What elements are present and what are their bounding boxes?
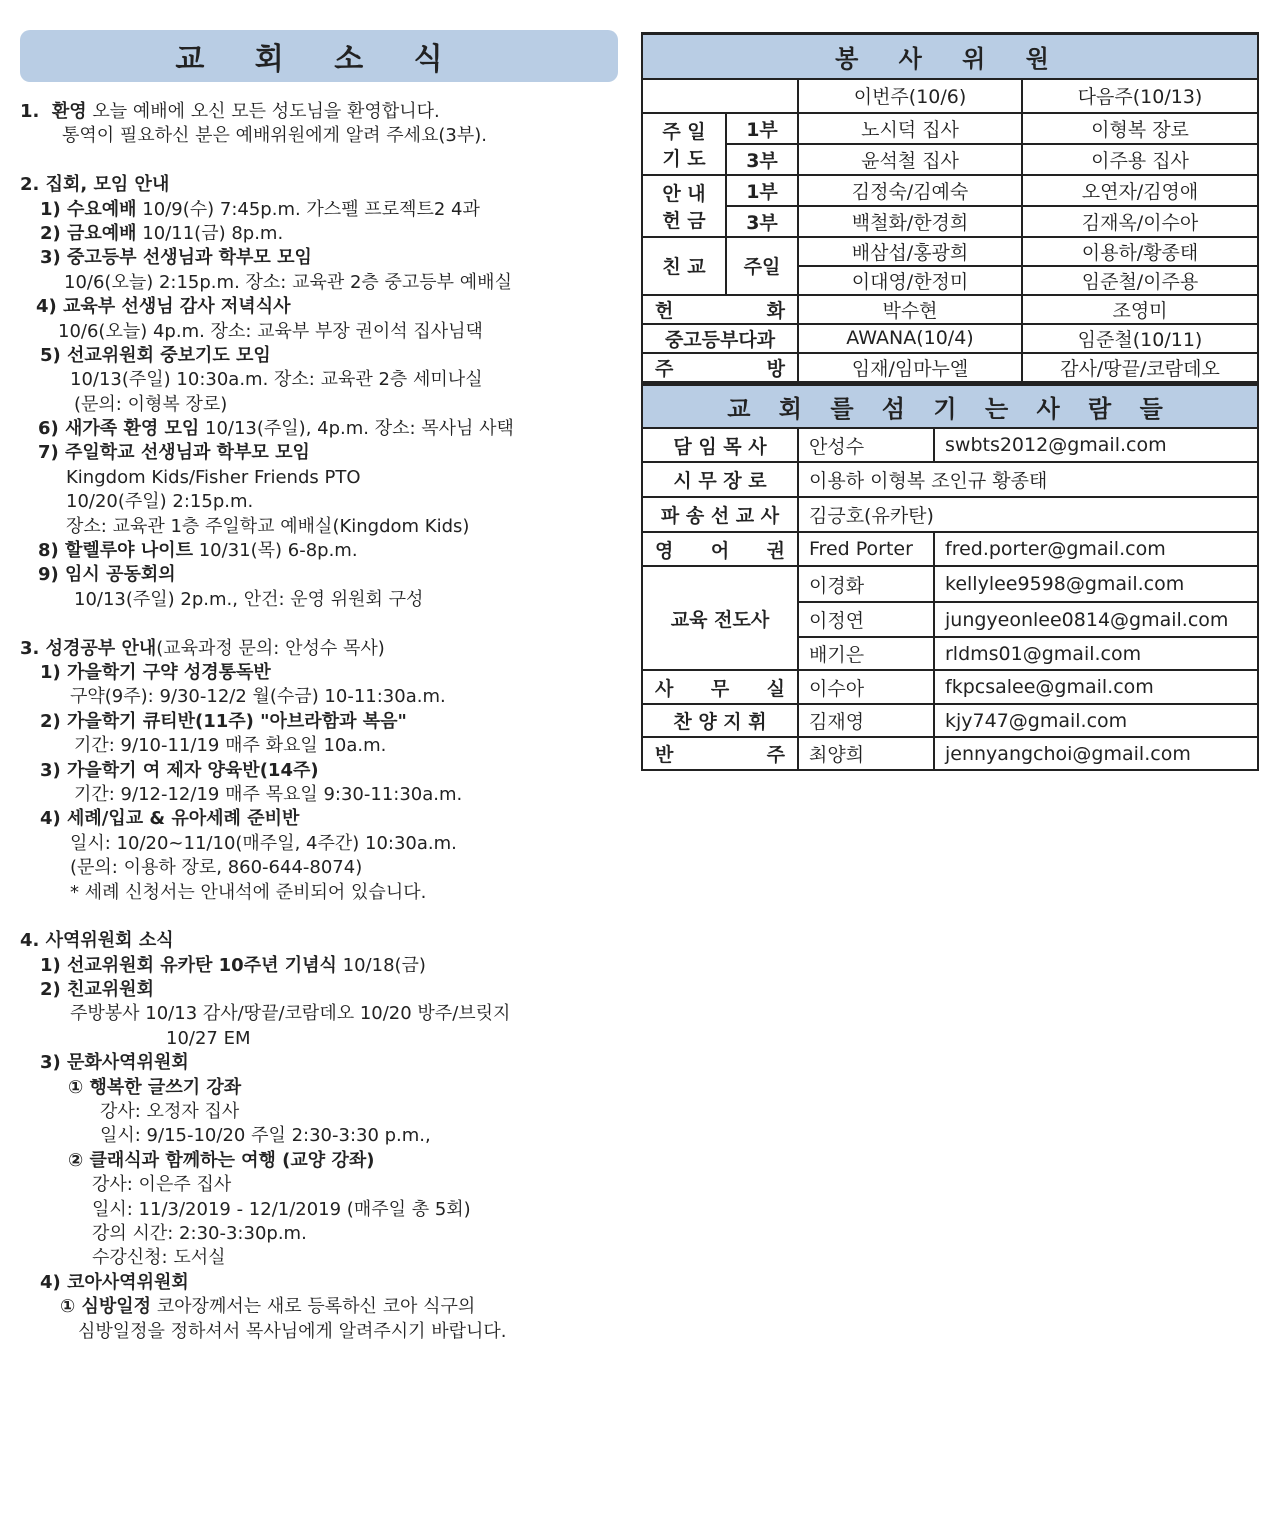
pastor-email[interactable]: swbts2012@gmail.com xyxy=(934,428,1258,462)
news-line-heading: 2) 가을학기 큐티반(11주) "아브라함과 복음" xyxy=(40,710,407,732)
offering-next-3: 김재옥/이수아 xyxy=(1022,206,1258,237)
news-line xyxy=(20,759,620,783)
news-line-text: 10/11(금) 8p.m. xyxy=(136,222,284,244)
elders-names: 이용하 이형복 조인규 황종태 xyxy=(798,462,1258,497)
news-line xyxy=(20,1027,620,1051)
education-email-3[interactable]: rldms01@gmail.com xyxy=(934,637,1258,670)
news-line xyxy=(20,734,620,758)
news-line-text: 코아장께서는 새로 등록하신 코아 식구의 xyxy=(151,1296,476,1318)
news-line xyxy=(20,1320,620,1344)
office-label: 사 무 실 xyxy=(642,670,798,704)
news-line xyxy=(20,1076,620,1100)
news-line xyxy=(20,929,620,953)
news-line-heading: 2. 집회, 모임 안내 xyxy=(20,174,170,196)
news-line xyxy=(20,320,620,344)
news-line-heading: 6) 새가족 환영 모임 xyxy=(38,418,200,440)
choir-name: 김재영 xyxy=(798,704,934,737)
news-line-text: 강사: 이은주 집사 xyxy=(92,1174,232,1196)
news-line-heading: 1) 수요예배 xyxy=(40,198,137,220)
news-line-text: 10/9(수) 7:45p.m. 가스펠 프로젝트2 4과 xyxy=(136,198,480,220)
news-line xyxy=(20,1198,620,1222)
news-line xyxy=(20,173,620,197)
news-line xyxy=(20,954,620,978)
youth-next: 임준철(10/11) xyxy=(1022,324,1258,353)
education-email-2[interactable]: jungyeonlee0814@gmail.com xyxy=(934,602,1258,637)
fellowship-this-2: 이대영/한정미 xyxy=(798,266,1022,295)
news-line xyxy=(20,441,620,465)
news-line-heading: 7) 주일학교 선생님과 학부모 모임 xyxy=(38,442,310,464)
news-line-heading: 3) 중고등부 선생님과 학부모 모임 xyxy=(40,247,312,269)
news-line-heading: 1) 가을학기 구약 성경통독반 xyxy=(40,661,271,683)
news-line xyxy=(20,246,620,270)
news-line-text: (문의: 이형복 장로) xyxy=(74,393,228,415)
news-line-text: 10/27 EM xyxy=(166,1027,251,1049)
news-line xyxy=(20,1149,620,1173)
english-email[interactable]: fred.porter@gmail.com xyxy=(934,532,1258,566)
news-line xyxy=(20,393,620,417)
news-line-text: 수강신청: 도서실 xyxy=(92,1247,226,1269)
news-line xyxy=(20,783,620,807)
news-line-text: 일시: 10/20~11/10(매주일, 4주간) 10:30a.m. xyxy=(70,832,457,854)
choir-label: 찬 양 지 휘 xyxy=(642,704,798,737)
news-line-text: 강사: 오정자 집사 xyxy=(100,1101,240,1123)
prayer-this-1: 노시덕 집사 xyxy=(798,113,1022,144)
news-line-heading: 3. 성경공부 안내 xyxy=(20,637,157,659)
news-line xyxy=(20,222,620,246)
news-line xyxy=(20,1222,620,1246)
education-name-1: 이경화 xyxy=(798,566,934,602)
col-next-week: 다음주(10/13) xyxy=(1022,79,1258,113)
fellowship-next-1: 이용하/황종태 xyxy=(1022,237,1258,266)
news-spacer xyxy=(20,149,620,173)
flower-next: 조영미 xyxy=(1022,295,1258,324)
news-line-heading: 2) 친교위원회 xyxy=(40,979,154,1001)
missionary-label: 파 송 선 교 사 xyxy=(642,497,798,532)
pianist-label: 반 주 xyxy=(642,737,798,770)
news-spacer xyxy=(20,905,620,929)
prayer-next-1: 이형복 장로 xyxy=(1022,113,1258,144)
news-line xyxy=(20,1100,620,1124)
news-line-text: 10/13(주일) 10:30a.m. 장소: 교육관 2층 세미나실 xyxy=(70,369,483,391)
offering-service-1: 1부 xyxy=(726,175,798,206)
news-line xyxy=(20,490,620,514)
news-line xyxy=(20,1051,620,1075)
news-line xyxy=(20,1173,620,1197)
news-line-text: 일시: 9/15-10/20 주일 2:30-3:30 p.m., xyxy=(100,1125,431,1147)
news-line-text: 10/18(금) xyxy=(336,954,426,976)
news-line-text: 10/20(주일) 2:15p.m. xyxy=(66,491,254,513)
news-line xyxy=(20,661,620,685)
prayer-next-3: 이주용 집사 xyxy=(1022,144,1258,175)
news-line-heading: ① 심방일정 xyxy=(60,1296,152,1318)
news-line xyxy=(20,832,620,856)
education-label: 교육 전도사 xyxy=(642,566,798,670)
office-email[interactable]: fkpcsalee@gmail.com xyxy=(934,670,1258,704)
news-line xyxy=(20,685,620,709)
prayer-service-3: 3부 xyxy=(726,144,798,175)
news-line xyxy=(20,856,620,880)
news-line-heading: 8) 할렐루야 나이트 xyxy=(38,540,193,562)
prayer-service-1: 1부 xyxy=(726,113,798,144)
news-line-text: (교육과정 문의: 안성수 목사) xyxy=(156,637,385,659)
news-line xyxy=(20,710,620,734)
news-line-heading: 4) 교육부 선생님 감사 저녁식사 xyxy=(36,296,291,318)
news-line-heading: 2) 금요예배 xyxy=(40,222,137,244)
news-line xyxy=(20,978,620,1002)
youth-snack-label: 중고등부다과 xyxy=(642,324,798,353)
prayer-label: 주 일 기 도 xyxy=(642,113,726,175)
news-line-text: 10/13(주일) 2p.m., 안건: 운영 위원회 구성 xyxy=(74,588,424,610)
staff-title: 교 회 를 섬 기 는 사 람 들 xyxy=(642,384,1258,428)
news-line xyxy=(20,1295,620,1319)
news-line xyxy=(20,198,620,222)
news-line xyxy=(20,563,620,587)
missionary-name: 김긍호(유카탄) xyxy=(798,497,1258,532)
news-line xyxy=(20,1246,620,1270)
news-line-heading: 4) 세례/입교 & 유아세례 준비반 xyxy=(40,808,300,830)
news-line xyxy=(20,100,620,124)
news-line-text: * 세례 신청서는 안내석에 준비되어 있습니다. xyxy=(70,881,427,903)
youth-this: AWANA(10/4) xyxy=(798,324,1022,353)
news-line-text: 장소: 교육관 1층 주일학교 예배실(Kingdom Kids) xyxy=(66,515,470,537)
offering-service-3: 3부 xyxy=(726,206,798,237)
news-line xyxy=(20,1124,620,1148)
news-line xyxy=(20,588,620,612)
fellowship-sub: 주일 xyxy=(726,237,798,295)
education-name-3: 배기은 xyxy=(798,637,934,670)
fellowship-next-2: 임준철/이주용 xyxy=(1022,266,1258,295)
news-line-heading: 4) 코아사역위원회 xyxy=(40,1271,189,1293)
news-line xyxy=(20,515,620,539)
volunteers-table xyxy=(641,32,1259,383)
flower-this: 박수현 xyxy=(798,295,1022,324)
volunteers-title: 봉 사 위 원 xyxy=(642,34,1258,79)
elders-label: 시 무 장 로 xyxy=(642,462,798,497)
fellowship-this-1: 배삼섭/홍광희 xyxy=(798,237,1022,266)
offering-label: 안 내 헌 금 xyxy=(642,175,726,237)
news-line xyxy=(20,881,620,905)
news-line-text: 기간: 9/12-12/19 매주 목요일 9:30-11:30a.m. xyxy=(74,783,463,805)
news-line xyxy=(20,417,620,441)
col-this-week: 이번주(10/6) xyxy=(798,79,1022,113)
kitchen-next: 감사/땅끝/코람데오 xyxy=(1022,353,1258,382)
news-line-text: 10/31(목) 6-8p.m. xyxy=(193,540,358,562)
news-line xyxy=(20,368,620,392)
education-name-2: 이정연 xyxy=(798,602,934,637)
office-name: 이수아 xyxy=(798,670,934,704)
news-line xyxy=(20,539,620,563)
news-line-text: 오늘 예배에 오신 모든 성도님을 환영합니다. xyxy=(86,101,440,122)
info-tables-column xyxy=(641,32,1257,771)
prayer-this-3: 윤석철 집사 xyxy=(798,144,1022,175)
news-line-text: Kingdom Kids/Fisher Friends PTO xyxy=(66,466,361,488)
news-line-heading: 9) 임시 공동회의 xyxy=(38,564,176,586)
news-line-text: 강의 시간: 2:30-3:30p.m. xyxy=(92,1222,307,1244)
news-line-text: 통역이 필요하신 분은 예배위원에게 알려 주세요(3부). xyxy=(62,125,487,147)
news-line-text: (문의: 이용하 장로, 860-644-8074) xyxy=(70,857,363,879)
news-line-heading: 3) 가을학기 여 제자 양육반(14주) xyxy=(40,759,319,781)
offering-this-3: 백철화/한경희 xyxy=(798,206,1022,237)
news-line xyxy=(20,466,620,490)
offering-this-1: 김정숙/김예숙 xyxy=(798,175,1022,206)
pastor-name: 안성수 xyxy=(798,428,934,462)
news-line-text: 주방봉사 10/13 감사/땅끝/코람데오 10/20 방주/브릿지 xyxy=(70,1003,511,1025)
kitchen-label: 주 방 xyxy=(642,353,798,382)
church-news-title: 교 회 소 식 xyxy=(20,30,618,82)
news-line-heading: 1. 환영 xyxy=(20,101,87,122)
fellowship-label: 친 교 xyxy=(642,237,726,295)
news-line xyxy=(20,807,620,831)
news-line xyxy=(20,1002,620,1026)
news-line-text: 10/13(주일), 4p.m. 장소: 목사님 사택 xyxy=(199,418,514,440)
news-line-heading: 1) 선교위원회 유카탄 10주년 기념식 xyxy=(40,954,337,976)
corner-cell xyxy=(642,79,798,113)
news-line-text: 구약(9주): 9/30-12/2 월(수금) 10-11:30a.m. xyxy=(70,686,446,708)
news-line-text: 10/6(오늘) 4p.m. 장소: 교육부 부장 권이석 집사님댁 xyxy=(58,320,483,342)
news-line-heading: 3) 문화사역위원회 xyxy=(40,1052,189,1074)
news-line-heading: ② 클래식과 함께하는 여행 (교양 강좌) xyxy=(68,1149,375,1171)
choir-email[interactable]: kjy747@gmail.com xyxy=(934,704,1258,737)
news-line-text: 기간: 9/10-11/19 매주 화요일 10a.m. xyxy=(74,735,387,757)
education-email-1[interactable]: kellylee9598@gmail.com xyxy=(934,566,1258,602)
news-line-text: 심방일정을 정하셔서 목사님에게 알려주시기 바랍니다. xyxy=(78,1320,507,1342)
news-line xyxy=(20,1271,620,1295)
news-line-text: 10/6(오늘) 2:15p.m. 장소: 교육관 2층 중고등부 예배실 xyxy=(64,271,512,293)
news-line-heading: ① 행복한 글쓰기 강좌 xyxy=(68,1076,242,1098)
church-news-column xyxy=(20,30,620,1344)
news-spacer xyxy=(20,612,620,636)
news-line xyxy=(20,295,620,319)
pastor-label: 담 임 목 사 xyxy=(642,428,798,462)
pianist-name: 최양희 xyxy=(798,737,934,770)
news-line xyxy=(20,637,620,661)
news-line xyxy=(20,344,620,368)
news-line-heading: 4. 사역위원회 소식 xyxy=(20,930,174,952)
kitchen-this: 임재/임마누엘 xyxy=(798,353,1022,382)
pianist-email[interactable]: jennyangchoi@gmail.com xyxy=(934,737,1258,770)
english-label: 영 어 권 xyxy=(642,532,798,566)
news-line xyxy=(20,271,620,295)
staff-table xyxy=(641,383,1259,772)
news-line-heading: 5) 선교위원회 중보기도 모임 xyxy=(40,344,271,366)
news-line xyxy=(20,124,620,148)
news-line-text: 일시: 11/3/2019 - 12/1/2019 (매주일 총 5회) xyxy=(92,1198,471,1220)
offering-next-1: 오연자/김영애 xyxy=(1022,175,1258,206)
church-news-list xyxy=(20,100,620,1344)
english-name: Fred Porter xyxy=(798,532,934,566)
flower-label: 헌 화 xyxy=(642,295,798,324)
